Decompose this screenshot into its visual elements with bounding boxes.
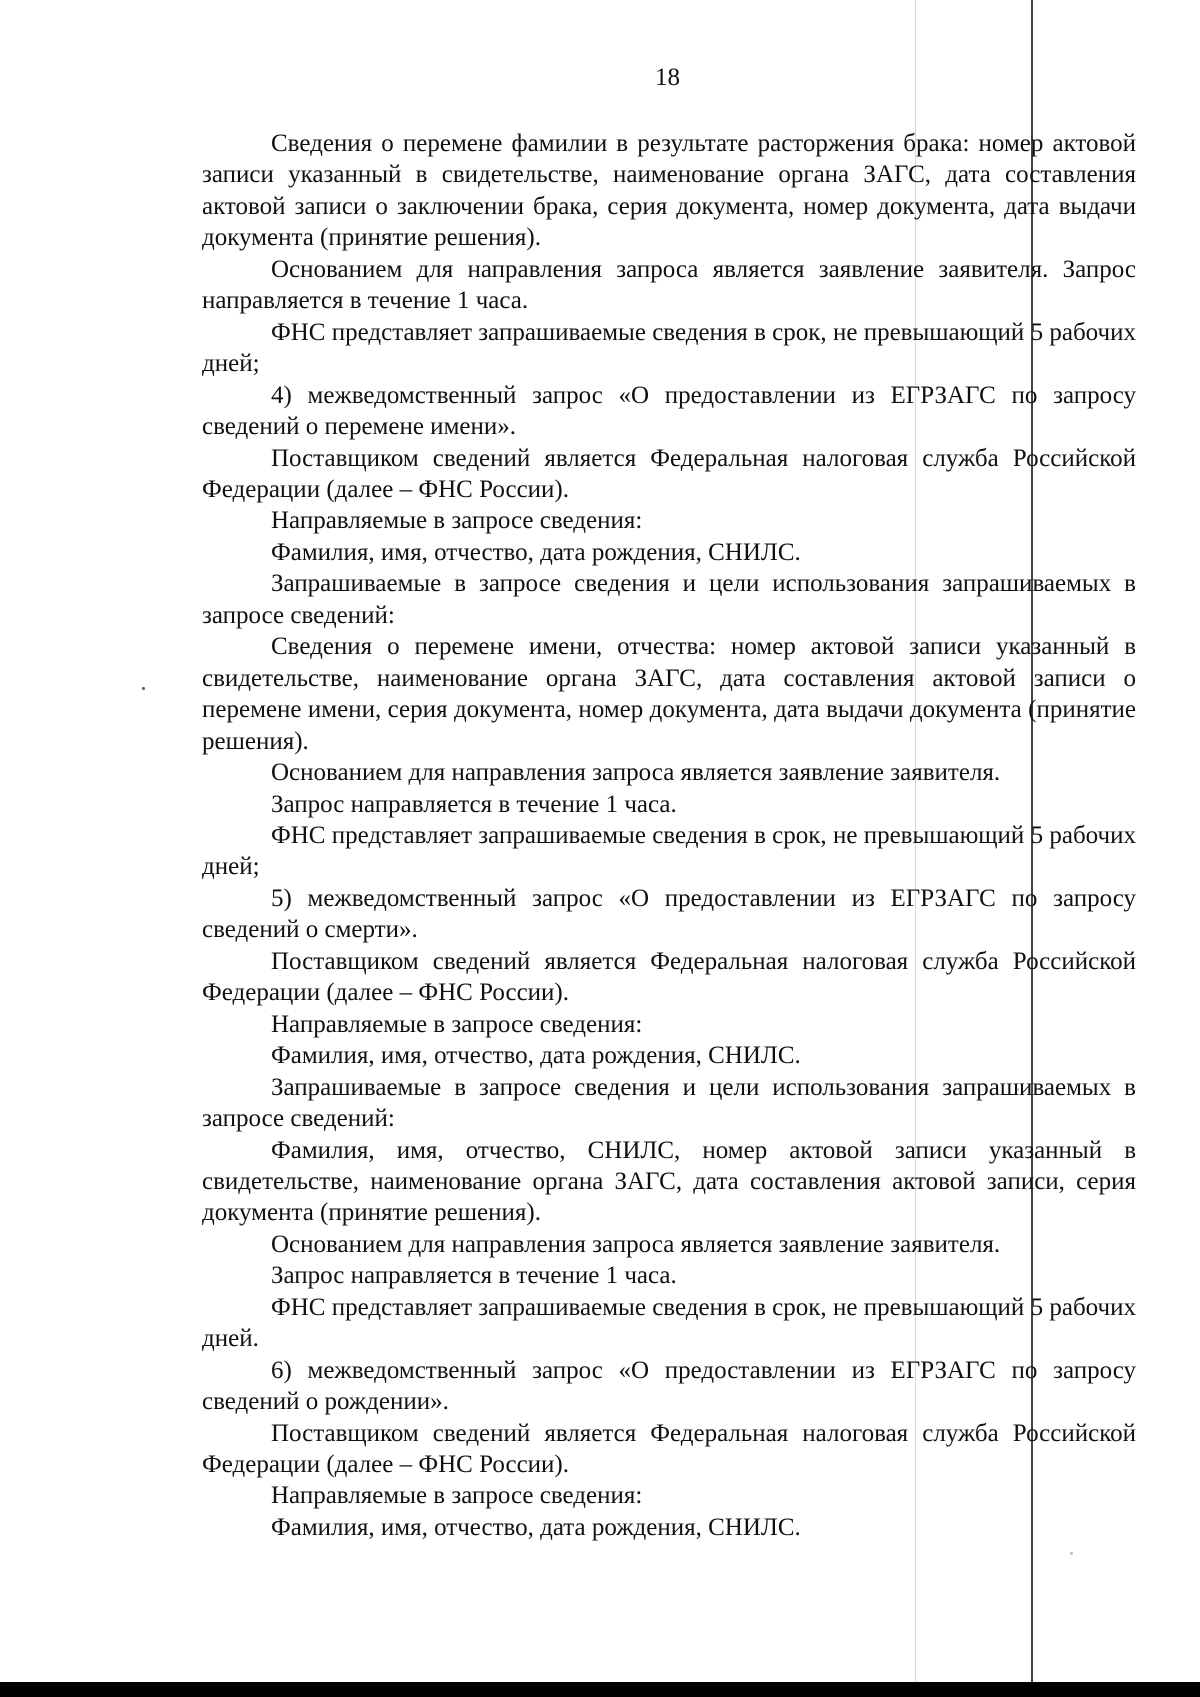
document-body bbox=[202, 128, 1136, 1543]
paragraph: ФНС представляет запрашиваемые сведения в срок, не превышающий 5 рабочих дней; bbox=[202, 821, 1136, 881]
paragraph: Фамилия, имя, отчество, дата рождения, СНИЛС. bbox=[271, 1513, 801, 1541]
paragraph: 6) межведомственный запрос «О предоставлении из ЕГРЗАГС по запросу сведений о рождении». bbox=[202, 1356, 1136, 1416]
paragraph: 4) межведомственный запрос «О предоставлении из ЕГРЗАГС по запросу сведений о перемене имени». bbox=[202, 381, 1136, 441]
paragraph: Основанием для направления запроса является заявление заявителя. Запрос направляется в течение 1 часа. bbox=[202, 255, 1136, 315]
paragraph: Фамилия, имя, отчество, СНИЛС, номер актовой записи указанный в свидетельстве, наименование органа ЗАГС, дата составления актовой записи, серия документа (принятие решения). bbox=[202, 1136, 1136, 1227]
page-number: 18 bbox=[655, 64, 680, 91]
paragraph: Запрашиваемые в запросе сведения и цели использования запрашиваемых в запросе сведений: bbox=[202, 1073, 1136, 1133]
scan-speck bbox=[1070, 1552, 1073, 1555]
paragraph: Сведения о перемене имени, отчества: номер актовой записи указанный в свидетельстве, наименование органа ЗАГС, дата составления актовой записи о перемене имени, серия документа, номер документа, дата выдачи документа (принятие решения). bbox=[202, 633, 1136, 755]
paragraph: Поставщиком сведений является Федеральная налоговая служба Российской Федерации (далее – ФНС России). bbox=[202, 1419, 1136, 1479]
paragraph: Фамилия, имя, отчество, дата рождения, СНИЛС. bbox=[271, 1042, 801, 1070]
paragraph: Основанием для направления запроса является заявление заявителя. bbox=[271, 1230, 1001, 1258]
paragraph: ФНС представляет запрашиваемые сведения в срок, не превышающий 5 рабочих дней. bbox=[202, 1293, 1136, 1353]
paragraph: Поставщиком сведений является Федеральная налоговая служба Российской Федерации (далее – ФНС России). bbox=[202, 444, 1136, 503]
paragraph: Направляемые в запросе сведения: bbox=[271, 507, 643, 535]
paragraph: Поставщиком сведений является Федеральная налоговая служба Российской Федерации (далее – ФНС России). bbox=[202, 947, 1136, 1007]
paragraph: Фамилия, имя, отчество, дата рождения, СНИЛС. bbox=[271, 538, 801, 566]
scan-speck bbox=[142, 687, 145, 690]
scan-speck bbox=[1016, 1088, 1019, 1091]
paragraph: Направляемые в запросе сведения: bbox=[271, 1482, 643, 1510]
paragraph: Запрос направляется в течение 1 часа. bbox=[271, 1262, 677, 1290]
paragraph: 5) межведомственный запрос «О предоставлении из ЕГРЗАГС по запросу сведений о смерти». bbox=[202, 884, 1136, 944]
paragraph: Запрашиваемые в запросе сведения и цели использования запрашиваемых в запросе сведений: bbox=[202, 570, 1136, 629]
paragraph: Основанием для направления запроса является заявление заявителя. bbox=[271, 759, 1001, 787]
scan-bottom-edge bbox=[0, 1682, 1200, 1697]
paragraph: Сведения о перемене фамилии в результате расторжения брака: номер актовой записи указанный в свидетельстве, наименование органа ЗАГС, дата составления актовой записи о заключении брака, серия документа, номер документа, дата выдачи документа (принятие решения). bbox=[202, 130, 1136, 252]
paragraph: Запрос направляется в течение 1 часа. bbox=[271, 790, 677, 818]
paragraph: ФНС представляет запрашиваемые сведения в срок, не превышающий 5 рабочих дней; bbox=[202, 318, 1136, 378]
paragraph: Направляемые в запросе сведения: bbox=[271, 1010, 643, 1038]
